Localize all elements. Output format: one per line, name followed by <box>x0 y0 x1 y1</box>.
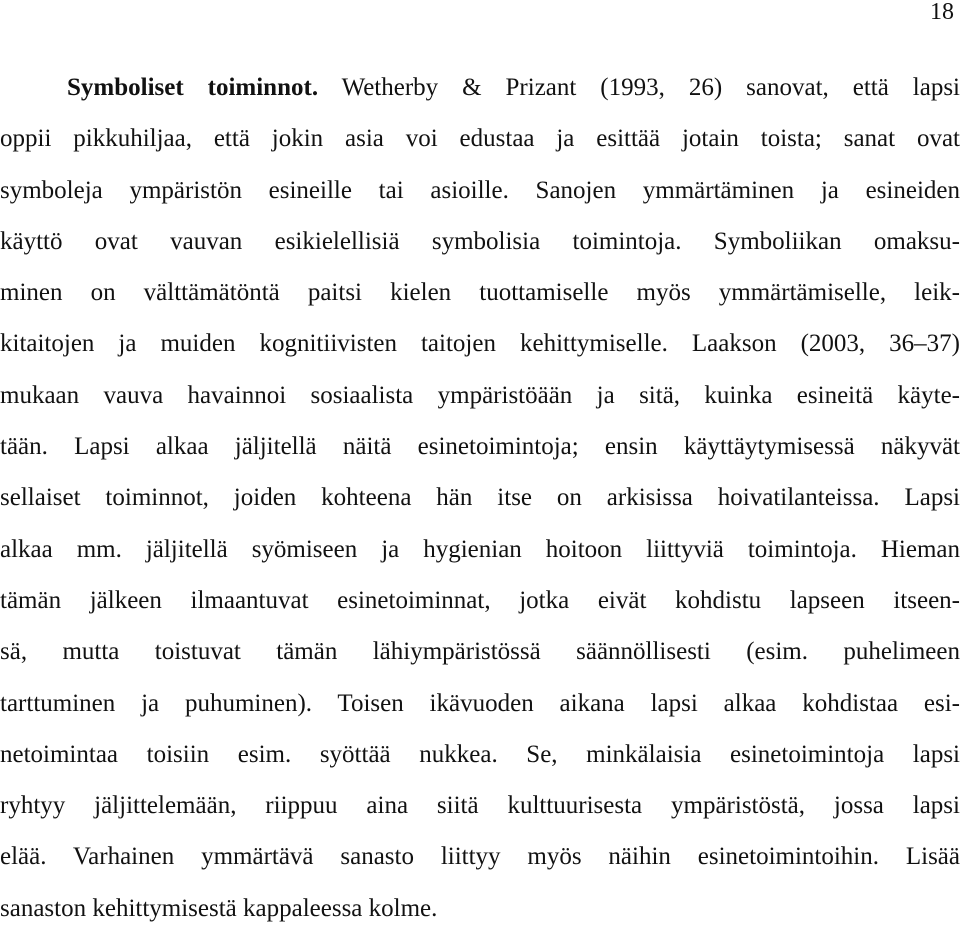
paragraph-line-6: kitaitojen ja muiden kognitiivisten taitojen kehittymiselle. Laakson (2003, 36–37) <box>0 330 960 358</box>
body-paragraph <box>0 62 960 934</box>
paragraph-line-11: tämän jälkeen ilmaantuvat esinetoiminnat, jotka eivät kohdistu lapseen itseen- <box>0 586 960 614</box>
paragraph-line-15: ryhtyy jäljittelemään, riippuu aina siitä kulttuurisesta ympäristöstä, jossa lapsi <box>0 792 960 820</box>
paragraph-line-13: tarttuminen ja puhuminen). Toisen ikävuoden aikana lapsi alkaa kohdistaa esi- <box>0 689 960 717</box>
section-heading: Symboliset toiminnot. <box>67 74 319 101</box>
paragraph-line-9: sellaiset toiminnot, joiden kohteena hän itse on arkisissa hoivatilanteissa. Lapsi <box>0 484 960 512</box>
paragraph-line-5: minen on välttämätöntä paitsi kielen tuottamiselle myös ymmärtämiselle, leik- <box>0 279 960 307</box>
paragraph-line-2: oppii pikkuhiljaa, että jokin asia voi edustaa ja esittää jotain toista; sanat ovat <box>0 125 960 153</box>
paragraph-line-17: sanaston kehittymisestä kappaleessa kolme. <box>0 894 438 922</box>
paragraph-line-7: mukaan vauva havainnoi sosiaalista ympäristöään ja sitä, kuinka esineitä käyte- <box>0 381 960 409</box>
paragraph-line-4: käyttö ovat vauvan esikielellisiä symbolisia toimintoja. Symboliikan omaksu- <box>0 227 960 255</box>
paragraph-line-1-text: Wetherby & Prizant (1993, 26) sanovat, että lapsi <box>318 74 960 101</box>
paragraph-line-1 <box>0 62 960 113</box>
paragraph-line-3: symboleja ympäristön esineille tai asioille. Sanojen ymmärtäminen ja esineiden <box>0 176 960 204</box>
paragraph-line-8: tään. Lapsi alkaa jäljitellä näitä esinetoimintoja; ensin käyttäytymisessä näkyvät <box>0 433 960 461</box>
page-number: 18 <box>930 0 954 25</box>
paragraph-line-14: netoimintaa toisiin esim. syöttää nukkea. Se, minkälaisia esinetoimintoja lapsi <box>0 740 960 768</box>
paragraph-line-16: elää. Varhainen ymmärtävä sanasto liittyy myös näihin esinetoimintoihin. Lisää <box>0 843 960 871</box>
paragraph-line-10: alkaa mm. jäljitellä syömiseen ja hygienian hoitoon liittyviä toimintoja. Hieman <box>0 535 960 563</box>
paragraph-line-12: sä, mutta toistuvat tämän lähiympäristössä säännöllisesti (esim. puhelimeen <box>0 638 960 666</box>
